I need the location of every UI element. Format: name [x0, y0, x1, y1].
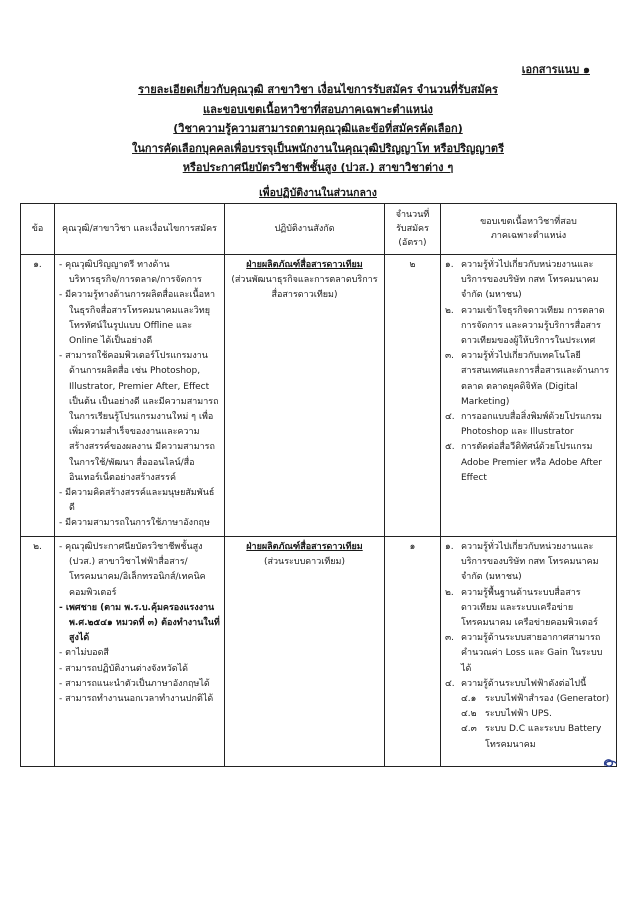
qualification-item: - คุณวุฒิประกาศนียบัตรวิชาชีพชั้นสูง (ปวส.) สาขาวิชาไฟฟ้าสื่อสาร/โทรคมนาคม/อิเล็กทรอนิกส์/เทคนิคคอมพิวเตอร์ — [59, 542, 206, 598]
scope-item: ๑. ความรู้ทั่วไปเกี่ยวกับหน่วยงานและบริการของบริษัท กสท โทรคมนาคม จำกัด (มหาชน) — [445, 260, 599, 301]
scope-item: ๒. ความรู้พื้นฐานด้านระบบสื่อสารดาวเทียม และระบบเครือข่ายโทรคมนาคม เครือข่ายคอมพิวเตอร์ — [445, 587, 598, 629]
count-cell: ๑ — [385, 537, 441, 767]
table-header-row — [21, 204, 617, 255]
scope-cell — [441, 255, 617, 537]
scope-item: ๕. การตัดต่อสื่อวีดิทัศน์ด้วยโปรแกรม Adobe Premier หรือ Adobe After Effect — [445, 442, 602, 483]
initials-signature-mark — [602, 756, 618, 770]
qualification-item: - เพศชาย (ตาม พ.ร.บ.คุ้มครองแรงงาน พ.ศ.๒๕๔๑ หมวดที่ ๓) ต้องทำงานในที่สูงได้ — [59, 602, 220, 644]
department-section: (ส่วนระบบดาวเทียม) — [264, 557, 345, 568]
scope-item: ๓. ความรู้ด้านระบบสายอากาศสามารถคำนวณค่า Loss และ Gain ในระบบได้ — [445, 633, 603, 674]
qualification-cell — [55, 255, 225, 537]
table-row — [21, 537, 617, 767]
qualification-item: - สามารถแนะนำตัวเป็นภาษาอังกฤษได้ — [59, 678, 210, 689]
department-cell — [225, 255, 385, 537]
department-section: (ส่วนพัฒนาธุรกิจและการตลาดบริการสื่อสารดาวเทียม) — [231, 275, 378, 301]
header-no: ข้อ — [21, 204, 55, 255]
scope-item: ๒. ความเข้าใจธุรกิจดาวเทียม การตลาด การจัดการ และความรู้บริการสื่อสารดาวเทียมของผู้ให้บริการในประเทศ — [445, 305, 605, 347]
qualification-cell — [55, 537, 225, 767]
scope-subitem: ๔.๓ ระบบ D.C และระบบ Battery โทรคมนาคม — [461, 724, 602, 750]
section-subheading: เพื่อปฏิบัติงานในส่วนกลาง — [259, 187, 377, 199]
qualification-item: - สามารถปฏิบัติงานต่างจังหวัดได้ — [59, 663, 189, 674]
scope-item: ๓. ความรู้ทั่วไปเกี่ยวกับเทคโนโลยีสารสนเทศและการสื่อสารและด้านการตลาด ตลาดยุคดิจิทัล (Digital Marketing) — [445, 351, 610, 407]
row-number: ๒. — [21, 537, 55, 767]
department-name: ฝ่ายผลิตภัณฑ์สื่อสารดาวเทียม — [246, 260, 363, 270]
heading-line-3: (วิชาความรู้ความสามารถตามคุณวุฒิและข้อที่สมัครคัดเลือก) — [173, 122, 463, 135]
heading-line-4: ในการคัดเลือกบุคคลเพื่อบรรจุเป็นพนักงานในคุณวุฒิปริญญาโท หรือปริญญาตรี — [132, 141, 504, 155]
qualification-item: - สามารถทำงานนอกเวลาทำงานปกติได้ — [59, 694, 214, 705]
qualification-item: - มีความคิดสร้างสรรค์และมนุษยสัมพันธ์ดี — [59, 488, 215, 514]
qualification-item: - มีความรู้ทางด้านการผลิตสื่อและเนื้อหาในธุรกิจสื่อสารโทรคมนาคมและวิทยุโทรทัศน์ในรูปแบบ Offline และ Online ได้เป็นอย่างดี — [59, 290, 216, 347]
department-cell — [225, 537, 385, 767]
qualification-item: - ตาไม่บอดสี — [59, 648, 109, 659]
header-count: จำนวนที่ รับสมัคร (อัตรา) — [385, 204, 441, 255]
attachment-label: เอกสารแนบ ๑ — [521, 63, 590, 76]
qualification-item: - สามารถใช้คอมพิวเตอร์โปรแกรมงานด้านการผลิตสื่อ เช่น Photoshop, Illustrator, Premier After, Effect เป็นต้น เป็นอย่างดี และมีความสามารถในการเรียนรู้โปรแกรมงานใหม่ ๆ เพื่อเพิ่มความสำเร็จของงานและความสร้างสรรค์ของผลงาน มีความสามารถในการใช้/พัฒนา สื่อออนไลน์/สื่ออินเทอร์เน็ตอย่างสร้างสรรค์ — [59, 351, 219, 483]
department-name: ฝ่ายผลิตภัณฑ์สื่อสารดาวเทียม — [246, 542, 363, 552]
row-number: ๑. — [21, 255, 55, 537]
scope-item: ๑. ความรู้ทั่วไปเกี่ยวกับหน่วยงานและบริการของบริษัท กสท โทรคมนาคม จำกัด (มหาชน) — [445, 542, 599, 583]
header-department: ปฏิบัติงานสังกัด — [225, 204, 385, 255]
scope-subitem: ๔.๒ ระบบไฟฟ้า UPS. — [461, 709, 552, 720]
document-heading — [40, 80, 596, 178]
qualification-item: - คุณวุฒิปริญญาตรี ทางด้านบริหารธุรกิจ/การตลาด/การจัดการ — [59, 260, 202, 286]
scope-subitem: ๔.๑ ระบบไฟฟ้าสำรอง (Generator) — [461, 694, 610, 705]
scope-item: ๔. การออกแบบสื่อสิ่งพิมพ์ด้วยโปรแกรม Photoshop และ Illustrator — [445, 412, 602, 438]
qualification-item: - มีความสามารถในการใช้ภาษาอังกฤษ — [59, 518, 210, 529]
heading-line-1: รายละเอียดเกี่ยวกับคุณวุฒิ สาขาวิชา เงื่อนไขการรับสมัคร จำนวนที่รับสมัคร — [138, 83, 498, 96]
header-scope: ขอบเขตเนื้อหาวิชาที่สอบ ภาคเฉพาะตำแหน่ง — [441, 204, 617, 255]
scope-item: ๔. ความรู้ด้านระบบไฟฟ้าดังต่อไปนี้ — [445, 678, 587, 689]
heading-line-2: และขอบเขตเนื้อหาวิชาที่สอบภาคเฉพาะตำแหน่ง — [203, 102, 433, 116]
header-qualification: คุณวุฒิ/สาขาวิชา และเงื่อนไขการสมัคร — [55, 204, 225, 255]
heading-line-5: หรือประกาศนียบัตรวิชาชีพชั้นสูง (ปวส.) สาขาวิชาต่าง ๆ — [182, 161, 454, 174]
scope-cell — [441, 537, 617, 767]
positions-table — [20, 203, 617, 767]
count-cell: ๒ — [385, 255, 441, 537]
table-row — [21, 255, 617, 537]
